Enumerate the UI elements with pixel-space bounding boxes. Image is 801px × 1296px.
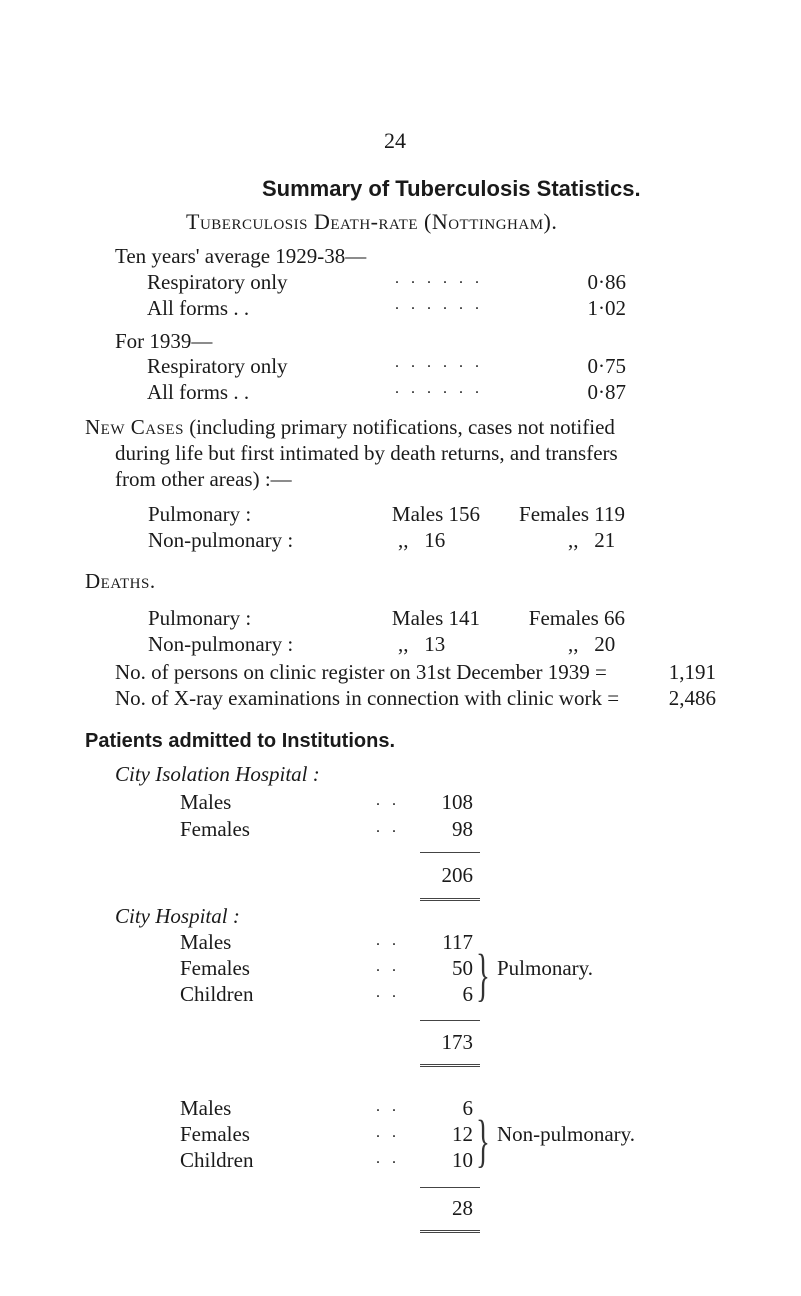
pulmonary-total: 173 <box>441 1030 473 1054</box>
new-cases-row-label: Pulmonary : <box>148 502 252 526</box>
non-pulmonary-row-label: Males <box>180 1096 232 1120</box>
leader-dots: . . <box>376 819 400 836</box>
death-rate-row-label: All forms . . <box>147 296 250 320</box>
pulmonary-row-label: Males <box>180 930 232 954</box>
leader-dots: . . . . . . <box>395 296 483 313</box>
sum-rule <box>420 1020 480 1021</box>
new-cases-males: ,, 16 <box>398 528 446 552</box>
right-brace-icon: } <box>476 1108 490 1173</box>
total-double-rule <box>420 1230 480 1233</box>
pulmonary-row-label: Children <box>180 982 254 1006</box>
new-cases-row-label: Non-pulmonary : <box>148 528 294 552</box>
death-rate-row-label: Respiratory only <box>147 354 288 378</box>
leader-dots: . . <box>376 1150 400 1167</box>
non-pulmonary-row-label: Children <box>180 1148 254 1172</box>
total-double-rule <box>420 1064 480 1067</box>
xray-value: 2,486 <box>668 686 716 710</box>
leader-dots: . . <box>376 932 400 949</box>
pulmonary-row-label: Females <box>180 956 250 980</box>
sum-rule <box>420 852 480 853</box>
deaths-females: Females 66 <box>528 606 625 630</box>
page-number: 24 <box>384 128 406 153</box>
deaths-heading: Deaths. <box>85 569 156 593</box>
new-cases-intro-line1: (including primary notifications, cases not notified <box>189 415 615 439</box>
non-pulmonary-value: 12 <box>452 1122 473 1146</box>
isolation-row-label: Females <box>180 817 250 841</box>
deaths-males: Males 141 <box>391 606 480 630</box>
leader-dots: . . <box>376 1098 400 1115</box>
death-rate-value: 0·75 <box>587 354 626 378</box>
leader-dots: . . <box>376 984 400 1001</box>
isolation-hospital-name: City Isolation Hospital : <box>115 762 320 786</box>
deaths-females: ,, 20 <box>568 632 616 656</box>
death-rate-group-label: For 1939— <box>115 329 213 353</box>
xray-text: No. of X-ray examinations in connection with clinic work = <box>115 686 620 710</box>
pulmonary-value: 117 <box>442 930 473 954</box>
death-rate-row-label: All forms . . <box>147 380 250 404</box>
death-rate-value: 0·86 <box>587 270 626 294</box>
new-cases-intro-line3: from other areas) :— <box>115 467 292 491</box>
death-rate-heading: Tuberculosis Death-rate (Nottingham). <box>186 209 558 234</box>
new-cases-females: ,, 21 <box>568 528 616 552</box>
deaths-row-label: Non-pulmonary : <box>148 632 294 656</box>
pulmonary-brace-label: Pulmonary. <box>497 956 594 980</box>
non-pulmonary-value: 6 <box>462 1096 473 1120</box>
deaths-row-label: Pulmonary : <box>148 606 252 630</box>
death-rate-value: 0·87 <box>587 380 626 404</box>
leader-dots: . . <box>376 1124 400 1141</box>
pulmonary-value: 6 <box>462 982 473 1006</box>
city-hospital-name: City Hospital : <box>115 904 240 928</box>
isolation-total: 206 <box>441 863 473 887</box>
new-cases-label: New Cases <box>85 415 184 439</box>
death-rate-group-label: Ten years' average 1929-38— <box>115 244 367 268</box>
right-brace-icon: } <box>476 942 490 1007</box>
isolation-value: 98 <box>452 817 473 841</box>
deaths-males: ,, 13 <box>398 632 446 656</box>
leader-dots: . . <box>376 958 400 975</box>
new-cases-intro-line2: during life but first intimated by death returns, and transfers <box>115 441 618 465</box>
non-pulmonary-row-label: Females <box>180 1122 250 1146</box>
total-double-rule <box>420 898 480 901</box>
non-pulmonary-value: 10 <box>452 1148 473 1172</box>
death-rate-row-label: Respiratory only <box>147 270 288 294</box>
clinic-register-text: No. of persons on clinic register on 31st December 1939 = <box>115 660 607 684</box>
new-cases-intro <box>85 415 715 440</box>
new-cases-females: Females 119 <box>519 502 625 526</box>
leader-dots: . . <box>376 792 400 809</box>
isolation-value: 108 <box>441 790 473 814</box>
page-title: Summary of Tuberculosis Statistics. <box>262 176 641 201</box>
death-rate-value: 1·02 <box>587 296 626 320</box>
isolation-row-label: Males <box>180 790 232 814</box>
pulmonary-value: 50 <box>452 956 473 980</box>
leader-dots: . . . . . . <box>395 354 483 371</box>
institutions-heading: Patients admitted to Institutions. <box>85 730 396 752</box>
clinic-register-value: 1,191 <box>668 660 716 684</box>
non-pulmonary-brace-label: Non-pulmonary. <box>497 1122 636 1146</box>
leader-dots: . . . . . . <box>395 270 483 287</box>
new-cases-males: Males 156 <box>391 502 480 526</box>
leader-dots: . . . . . . <box>395 380 483 397</box>
non-pulmonary-total: 28 <box>452 1196 473 1220</box>
sum-rule <box>420 1187 480 1188</box>
